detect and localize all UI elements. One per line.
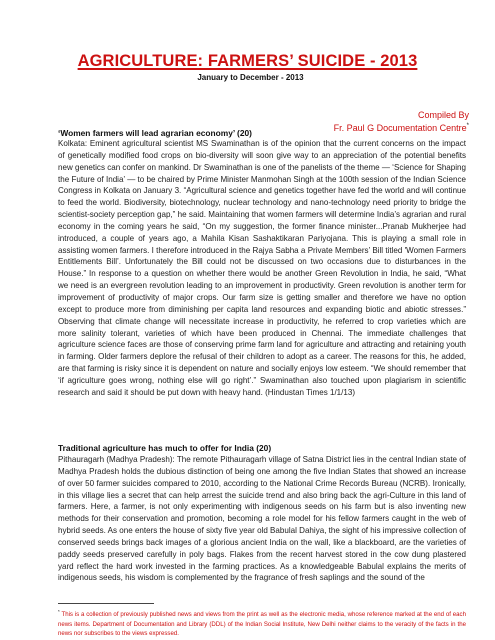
compiled-by-block [334,110,469,134]
footnote-text: This is a collection of previously published news and views from the print as well as the electronic media, whose reference marked at the end of each news items. Department of Documentation and Library (DDL) of the Indian Social Institute, New Delhi neither claims to the veracity of the facts in the news nor subscribes to the views expressed. [58,611,466,638]
article-body: Kolkata: Eminent agricultural scientist MS Swaminathan is of the opinion that the current concerns on the impact of genetically modified food crops on bio-diversity will soon give way to an appreciation of the potential benefits new genetics can confer on mankind. Dr Swaminathan is one of the panelists of the theme — ‘Science for Shaping the Future of India’ — to be chaired by Prime Minister Manmohan Singh at the 100th session of the Indian Science Congress in Kolkata on January 3. “Agricultural science and genetics together have fed the world and will continue to feed the world. Biodiversity, biotechnology, nuclear technology and nano-technology need priority to bridge the scientist-society perception gap,” he said. Maintaining that women farmers will determine India’s agrarian and rural economy in the coming years he said, “On my suggestion, the former finance minister...Pranab Mukherjee had introduced, a couple of years ago, a Mahila Kisan Sashaktikaran Pariyojana. This is playing a small role in assisting women farmers. I therefore introduced in the Rajya Sabha a Private Members’ Bill titled 'Women Farmers Entitlements Bill’. Unfortunately the Bill could not be discussed on two occasions due to disturbances in the House.” In response to a question on whether there would be another Green Revolution in India, he said, “What we need is an evergreen revolution leading to an improvement in productivity. Green revolution is another term for improvement of productivity of major crops. Our farm size is getting smaller and therefore we have no option except to produce more from diminishing per capita land resources and expanding biotic and abiotic stresses.” Observing that climate change will necessitate increase in productivity, he referred to crop varieties which are more salinity tolerant, varieties of which have been produced in Chennai. The immediate challenges that agriculture science faces are those of conserving prime farm land for agriculture and attracting and retaining youth in farming. Older farmers deplore the refusal of their children to adopt as a career. The reasons for this, he added, are that farming is risky since it is dependent on nature and socially enjoys low esteem. “We should remember that ‘if agriculture goes wrong, nothing else will go right’.” Swaminathan also touched upon plagiarism in scientific research and said it should be put down with heavy hand. (Hindustan Times 1/1/13) [58,139,466,397]
footnote-marker: * [58,609,60,614]
compiled-by-label: Compiled By [417,110,469,120]
footnote-divider [58,603,154,604]
article-heading: ‘Women farmers will lead agrarian economy’ (20) [58,128,252,138]
footnote-marker: * [466,123,469,129]
document-title: AGRICULTURE: FARMERS’ SUICIDE - 2013 [77,52,418,70]
article-heading: Traditional agriculture has much to offer for India (20) [58,443,272,453]
footnote [58,607,466,639]
document-date-range: January to December - 2013 [197,73,304,82]
compiled-by-source: Fr. Paul G Documentation Centre* [333,123,469,133]
article-body: Pithauragarh (Madhya Pradesh): The remote Pithauragarh village of Satna District lies in the central Indian state of Madhya Pradesh holds the dubious distinction of being one among the five Indian States that showed an increase of over 50 farmer suicides compared to 2010, according to the National Crime Records Bureau (NCRB). Ironically, in this village lies a secret that can help arrest the suicide trend and also bring back the agri-Culture in this land of farmers. Here, a farmer, is not only experimenting with indigenous seeds on his farm but is also inventing new methods for their conservation and promotion, becoming a role model for his fellow farmers caught in the web of hybrid seeds. As one enters the house of sixty five year old Babulal Dahiya, the sight of his impressive collection of conserved seeds brings back images of a glorious ancient India on the wall, like a blackboard, are the varieties of paddy seeds preserved carefully in poly bags. Flakes from the recent harvest stored in the cow dung plastered yard reflect the hard work invested in the farming practices. As a knowledgeable Babulal explains the merits of indigenous seeds, his wisdom is complemented by the fragrance of fresh saplings and the sound of the [58,455,466,583]
